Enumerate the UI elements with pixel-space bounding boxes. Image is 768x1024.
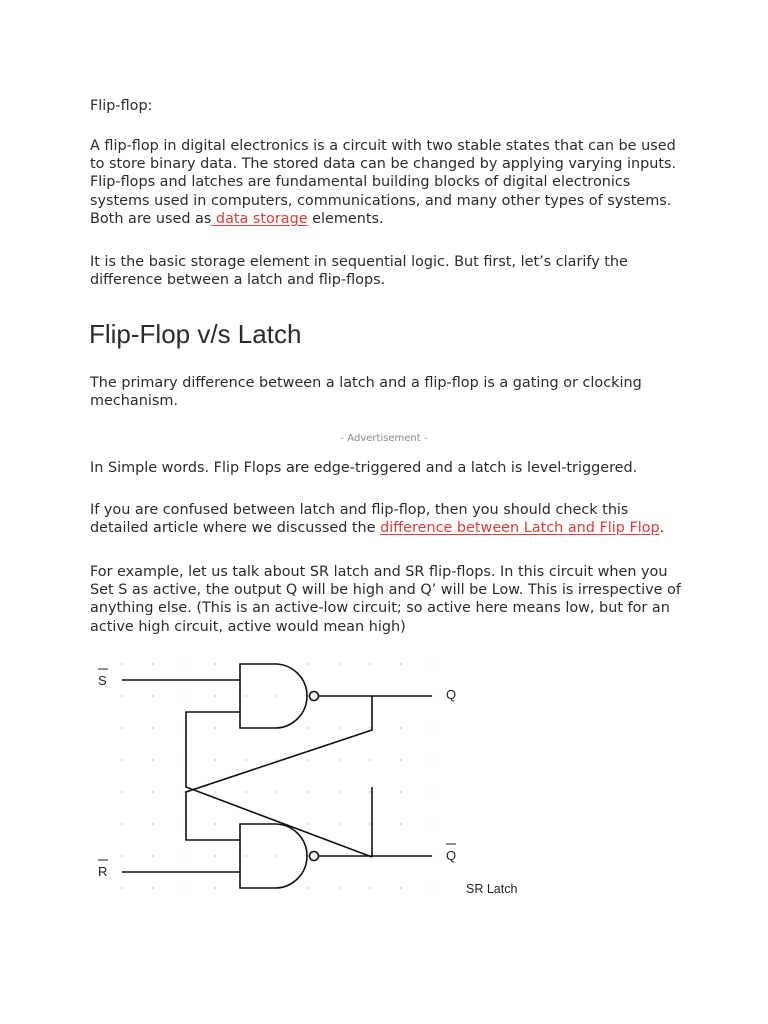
- grid-dot: [183, 887, 185, 889]
- sr-latch-circuit: [122, 664, 432, 888]
- confused-text-2: .: [659, 520, 665, 537]
- latch-vs-flipflop-link[interactable]: difference between Latch and Flip Flop: [380, 520, 660, 537]
- grid-dot: [121, 887, 123, 889]
- grid-dot: [121, 727, 123, 729]
- grid-dot: [400, 791, 402, 793]
- grid-dot: [338, 727, 340, 729]
- grid-dot: [307, 759, 309, 761]
- grid-dot: [307, 791, 309, 793]
- grid-dot: [152, 791, 154, 793]
- grid-dot: [369, 663, 371, 665]
- grid-dot: [183, 695, 185, 697]
- data-storage-link[interactable]: data storage: [211, 210, 308, 227]
- section-heading: Flip-Flop v/s Latch: [89, 319, 302, 349]
- simple-words-paragraph: In Simple words. Flip Flops are edge-triggered and a latch is level-triggered.: [90, 460, 638, 476]
- example-paragraph: For example, let us talk about SR latch and SR flip-flops. In this circuit when you Set S as active, the output Q will be high and Q’ will be Low. This is irrespective of anything else. (This is an active-low circuit; so active here means low, but for an active high circuit, active would mean high): [90, 564, 681, 635]
- grid-dot: [214, 663, 216, 665]
- grid-dot: [307, 727, 309, 729]
- grid-dot: [431, 887, 433, 889]
- grid-dot: [152, 855, 154, 857]
- bottom-feedback-wire: [186, 696, 372, 840]
- grid-dot: [431, 727, 433, 729]
- grid-dot: [152, 759, 154, 761]
- grid-dot: [183, 759, 185, 761]
- top-nand-bubble: [310, 692, 319, 701]
- primary-difference-paragraph: The primary difference between a latch and a flip-flop is a gating or clocking mechanism.: [90, 375, 642, 410]
- grid-dot: [338, 759, 340, 761]
- grid-dot: [431, 823, 433, 825]
- grid-dot: [121, 855, 123, 857]
- grid-dot: [245, 759, 247, 761]
- grid-dot: [276, 855, 278, 857]
- output-qbar-label: Q: [446, 848, 457, 863]
- grid-dot: [121, 823, 123, 825]
- grid-dot: [400, 887, 402, 889]
- grid-dot: [214, 759, 216, 761]
- bottom-nand-bubble: [310, 852, 319, 861]
- intro-text-1: A flip-flop in digital electronics is a circuit with two stable states that can be used to store binary data. The stored data can be changed by applying varying inputs. Flip-flops and latches are fundamental building blocks of digital electronics systems used in computers, communications, and many other types of systems. Both are used as: [90, 138, 677, 227]
- grid-dot: [183, 663, 185, 665]
- grid-dot: [431, 791, 433, 793]
- basic-storage-paragraph: It is the basic storage element in sequential logic. But first, let’s clarify the difference between a latch and flip-flops.: [90, 254, 628, 289]
- grid-dot: [121, 791, 123, 793]
- grid-dot: [245, 695, 247, 697]
- grid-dot: [369, 727, 371, 729]
- output-q-label: Q: [446, 687, 457, 702]
- grid-dot: [338, 823, 340, 825]
- grid-dot: [183, 727, 185, 729]
- grid-dot: [214, 791, 216, 793]
- grid-dot: [214, 695, 216, 697]
- top-feedback-wire: [186, 712, 372, 857]
- grid-dot: [214, 887, 216, 889]
- grid-dot: [307, 663, 309, 665]
- grid-dot: [183, 855, 185, 857]
- input-s-label: S: [98, 673, 107, 688]
- grid-dot: [245, 855, 247, 857]
- grid-dot: [369, 791, 371, 793]
- grid-dot: [369, 759, 371, 761]
- grid-dot: [245, 791, 247, 793]
- grid-dot: [121, 663, 123, 665]
- grid-dot: [152, 663, 154, 665]
- grid-dot: [276, 695, 278, 697]
- grid-dot: [307, 887, 309, 889]
- bottom-nand-gate: [240, 824, 307, 888]
- section-label: Flip-flop:: [90, 98, 153, 114]
- grid-dot: [338, 791, 340, 793]
- grid-dot: [338, 663, 340, 665]
- grid-dot: [121, 695, 123, 697]
- grid-dot: [183, 823, 185, 825]
- grid-dot: [400, 727, 402, 729]
- grid-dot: [121, 759, 123, 761]
- intro-text-2: elements.: [307, 210, 384, 227]
- grid-dot: [431, 663, 433, 665]
- grid-dot: [183, 791, 185, 793]
- diagram-caption: SR Latch: [466, 882, 518, 896]
- advertisement-label: - Advertisement -: [340, 433, 428, 444]
- grid-dot: [400, 663, 402, 665]
- top-nand-gate: [240, 664, 307, 728]
- grid-dot: [214, 727, 216, 729]
- grid-dot: [152, 823, 154, 825]
- confused-text-1: If you are confused between latch and flip-flop, then you should check this detailed article where we discussed the: [90, 502, 629, 537]
- grid-dot: [214, 823, 216, 825]
- grid-dot: [338, 887, 340, 889]
- grid-dot: [152, 887, 154, 889]
- grid-dot: [152, 695, 154, 697]
- grid-dot: [369, 887, 371, 889]
- grid-dots: [121, 663, 433, 889]
- input-r-label: R: [98, 864, 108, 879]
- grid-dot: [214, 855, 216, 857]
- grid-dot: [152, 727, 154, 729]
- grid-dot: [400, 823, 402, 825]
- grid-dot: [307, 823, 309, 825]
- grid-dot: [276, 791, 278, 793]
- grid-dot: [400, 759, 402, 761]
- grid-dot: [369, 823, 371, 825]
- grid-dot: [431, 759, 433, 761]
